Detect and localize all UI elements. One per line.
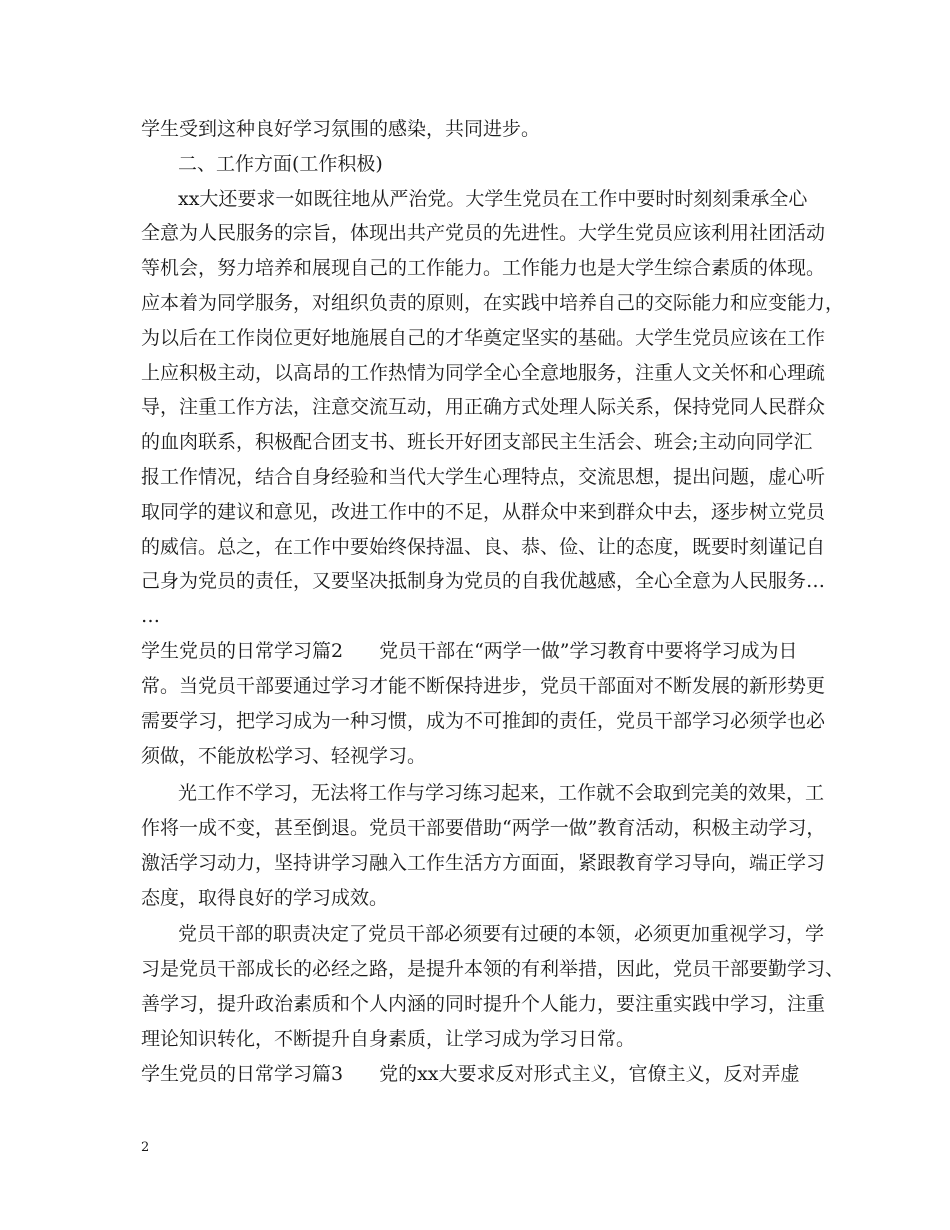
text-line: … xyxy=(141,605,160,627)
page-number: 2 xyxy=(141,1140,150,1155)
article-title: 学生党员的日常学习篇2 xyxy=(141,640,344,662)
article-title-line xyxy=(141,1063,800,1085)
text-line: 己身为党员的责任，又要坚决抵制身为党员的自我优越感，全心全意为人民服务… xyxy=(141,570,826,592)
text-line: 需要学习，把学习成为一种习惯，成为不可推卸的责任，党员干部学习必须学也必 xyxy=(141,710,826,732)
text-line: 激活学习动力，坚持讲学习融入工作生活方方面面，紧跟教育学习导向，端正学习 xyxy=(141,852,826,874)
text-line: 取同学的建议和意见，改进工作中的不足，从群众中来到群众中去，逐步树立党员 xyxy=(141,501,826,523)
text-line: 导，注重工作方法，注意交流互动，用正确方式处理人际关系，保持党同人民群众 xyxy=(141,396,826,418)
text-line: 学生受到这种良好学习氛围的感染，共同进步。 xyxy=(141,118,541,140)
text-line: 报工作情况，结合自身经验和当代大学生心理特点，交流思想，提出问题，虚心听 xyxy=(141,466,826,488)
text-line: 习是党员干部成长的必经之路，是提升本领的有利举措，因此，党员干部要勤学习、 xyxy=(141,958,845,980)
section-heading: 二、工作方面(工作积极) xyxy=(178,153,383,175)
text-line: 党的xx大要求反对形式主义，官僚主义，反对弄虚 xyxy=(379,1063,800,1085)
text-line: 理论知识转化，不断提升自身素质，让学习成为学习日常。 xyxy=(141,1028,636,1050)
text-line: 上应积极主动，以高昂的工作热情为同学全心全意地服务，注重人文关怀和心理疏 xyxy=(141,362,826,384)
text-line: 全意为人民服务的宗旨，体现出共产党员的先进性。大学生党员应该利用社团活动 xyxy=(141,222,826,244)
text-line: xx大还要求一如既往地从严治党。大学生党员在工作中要时时刻刻秉承全心 xyxy=(178,188,808,210)
text-line: 的血肉联系，积极配合团支书、班长开好团支部民主生活会、班会;主动向同学汇 xyxy=(141,431,813,453)
text-line: 为以后在工作岗位更好地施展自己的才华奠定坚实的基础。大学生党员应该在工作 xyxy=(141,327,826,349)
text-line: 须做，不能放松学习、轻视学习。 xyxy=(141,745,427,767)
text-line: 态度，取得良好的学习成效。 xyxy=(141,887,389,909)
text-line: 常。当党员干部要通过学习才能不断保持进步，党员干部面对不断发展的新形势更 xyxy=(141,675,826,697)
article-title-line xyxy=(141,640,798,662)
text-line: 光工作不学习，无法将工作与学习练习起来，工作就不会取到完美的效果，工 xyxy=(178,782,825,804)
text-line: 应本着为同学服务，对组织负责的原则，在实践中培养自己的交际能力和应变能力， xyxy=(141,292,845,314)
text-line: 的威信。总之，在工作中要始终保持温、良、恭、俭、让的态度，既要时刻谨记自 xyxy=(141,536,826,558)
text-line: 善学习，提升政治素质和个人内涵的同时提升个人能力，要注重实践中学习，注重 xyxy=(141,993,826,1015)
article-title: 学生党员的日常学习篇3 xyxy=(141,1063,344,1085)
text-line: 等机会，努力培养和展现自己的工作能力。工作能力也是大学生综合素质的体现。 xyxy=(141,257,826,279)
text-line: 党员干部在“两学一做”学习教育中要将学习成为日 xyxy=(379,640,798,662)
text-line: 党员干部的职责决定了党员干部必须要有过硬的本领，必须更加重视学习，学 xyxy=(178,923,825,945)
text-line: 作将一成不变，甚至倒退。党员干部要借助“两学一做”教育活动，积极主动学习， xyxy=(141,817,826,839)
